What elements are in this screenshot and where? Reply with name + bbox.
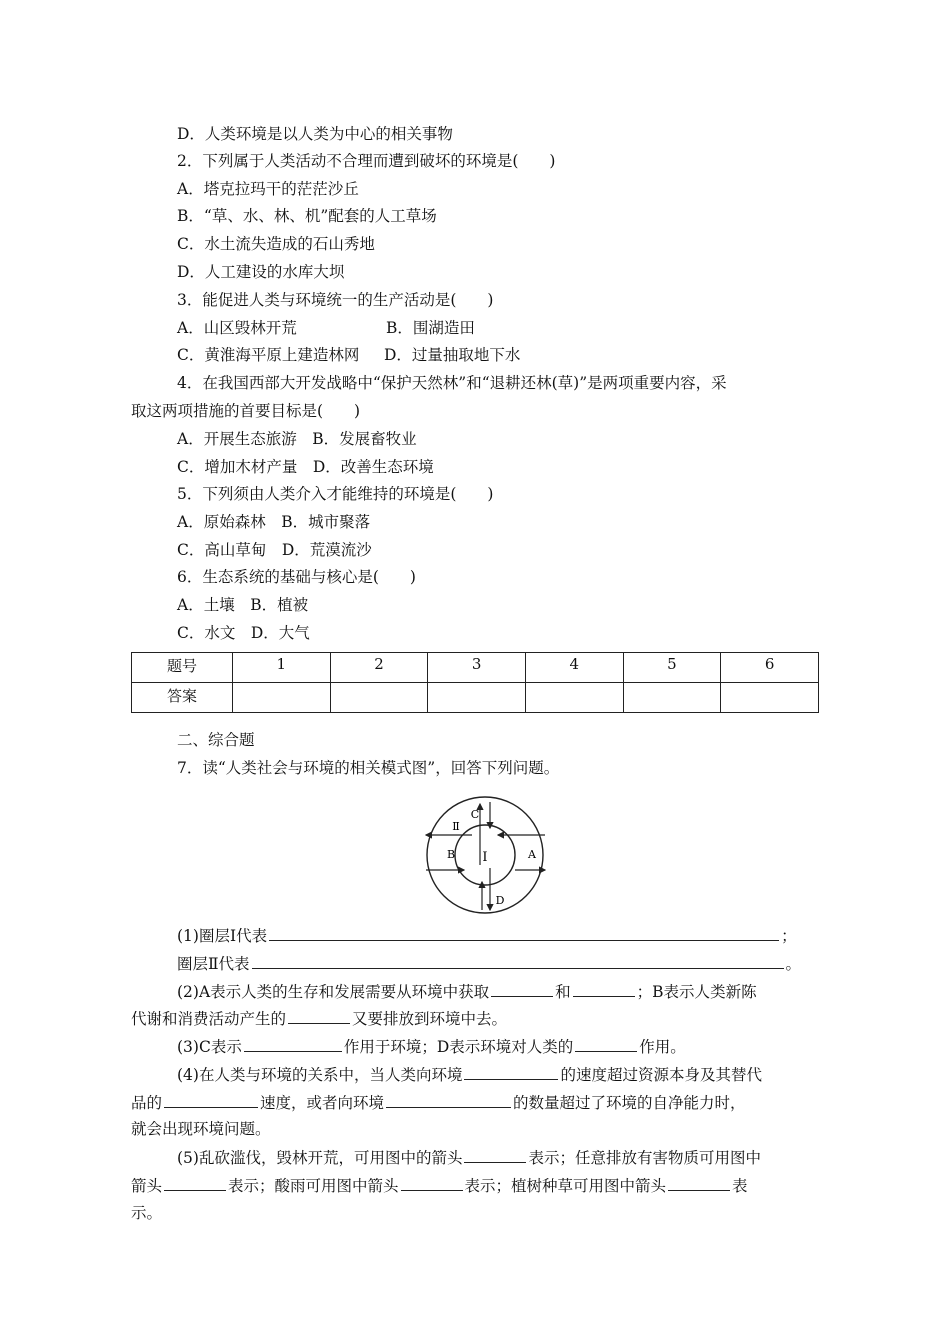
answer-blank[interactable]	[491, 981, 553, 997]
subq1-line1-end: ；	[781, 927, 797, 945]
q4-stem-line1: 4．在我国西部大开发战略中“保护天然林”和“退耕还林(草)”是两项重要内容，采	[177, 374, 727, 392]
label-d: D	[495, 894, 505, 907]
label-a: A	[528, 848, 536, 861]
q3-option-d: D．过量抽取地下水	[384, 346, 521, 364]
subq4-text: 品的	[131, 1094, 163, 1112]
table-cell-number: 5	[623, 653, 721, 683]
human-environment-diagram	[420, 790, 550, 920]
subq3-text: 作用。	[639, 1038, 686, 1056]
subq2-line2	[131, 1008, 507, 1029]
q7-stem: 7．读“人类社会与环境的相关模式图”，回答下列问题。	[177, 759, 560, 777]
table-cell-number: 4	[525, 653, 623, 683]
label-c: C	[470, 808, 480, 821]
answer-blank[interactable]	[288, 1008, 350, 1024]
label-inner: Ⅰ	[482, 850, 488, 865]
answer-blank[interactable]	[386, 1092, 511, 1108]
subq2-text: 和	[555, 983, 571, 1001]
q6-stem: 6．生态系统的基础与核心是( )	[177, 568, 416, 586]
subq1-line2	[177, 953, 801, 974]
q2-option-d: D．人工建设的水库大坝	[177, 263, 345, 281]
q1-option-d: D．人类环境是以人类为中心的相关事物	[177, 125, 453, 143]
answer-blank[interactable]	[575, 1036, 637, 1052]
q6-options-ab: A．土壤 B．植被	[177, 596, 309, 614]
subq1-line2-end: 。	[785, 955, 802, 973]
table-cell-number: 3	[428, 653, 526, 683]
q2-option-c: C．水土流失造成的石山秀地	[177, 235, 375, 253]
table-cell-number: 1	[233, 653, 331, 683]
table-row	[132, 653, 819, 683]
subq5-line2	[131, 1175, 748, 1196]
q5-stem: 5．下列须由人类介入才能维持的环境是( )	[177, 485, 494, 503]
table-cell-number: 2	[330, 653, 428, 683]
answer-blank[interactable]	[668, 1175, 730, 1191]
answer-cell[interactable]	[428, 683, 526, 713]
subq1-line1-prefix: (1)圈层Ⅰ代表	[177, 927, 268, 945]
answer-cell[interactable]	[233, 683, 331, 713]
subq2-text: ；B表示人类新陈	[636, 983, 757, 1001]
q4-options-ab: A．开展生态旅游 B．发展畜牧业	[177, 430, 417, 448]
answer-blank[interactable]	[464, 1147, 526, 1163]
subq4-text: (4)在人类与环境的关系中，当人类向环境	[177, 1066, 463, 1084]
answer-blank[interactable]	[401, 1175, 463, 1191]
q2-option-a: A．塔克拉玛干的茫茫沙丘	[177, 180, 359, 198]
subq2-line1	[177, 981, 757, 1002]
subq5-line3: 示。	[131, 1204, 163, 1222]
answer-blank[interactable]	[244, 1036, 342, 1052]
answer-blank[interactable]	[164, 1175, 226, 1191]
q3-option-a: A．山区毁林开荒	[177, 319, 297, 337]
subq4-text: 速度，或者向环境	[260, 1094, 385, 1112]
q2-option-b: B．“草、水、林、机”配套的人工草场	[177, 207, 437, 225]
answer-table	[131, 652, 819, 713]
subq4-text: 的速度超过资源本身及其替代	[560, 1066, 762, 1084]
subq4-text: 的数量超过了环境的自净能力时，	[513, 1094, 746, 1112]
subq5-text: 箭头	[131, 1177, 163, 1195]
q5-options-ab: A．原始森林 B．城市聚落	[177, 513, 371, 531]
answer-blank[interactable]	[464, 1064, 558, 1080]
subq4-line1	[177, 1064, 762, 1085]
subq3-text: (3)C表示	[177, 1038, 242, 1056]
subq3-line1	[177, 1036, 686, 1057]
label-b: B	[446, 848, 456, 861]
q4-options-cd: C．增加木材产量 D．改善生态环境	[177, 458, 434, 476]
answer-blank[interactable]	[269, 925, 779, 941]
subq2-text: (2)A表示人类的生存和发展需要从环境中获取	[177, 983, 490, 1001]
answer-cell[interactable]	[330, 683, 428, 713]
subq5-text: 表示；植树种草可用图中箭头	[464, 1177, 667, 1195]
subq2-text: 代谢和消费活动产生的	[131, 1010, 287, 1028]
subq5-text: 表示；酸雨可用图中箭头	[228, 1177, 399, 1195]
table-row	[132, 683, 819, 713]
answer-cell[interactable]	[721, 683, 819, 713]
answer-cell[interactable]	[525, 683, 623, 713]
subq1-line1	[177, 925, 797, 946]
table-cell-number: 6	[721, 653, 819, 683]
answer-blank[interactable]	[252, 953, 784, 969]
q4-stem-line2: 取这两项措施的首要目标是( )	[131, 402, 361, 420]
q3-option-b: B．围湖造田	[386, 319, 475, 337]
subq5-line1	[177, 1147, 761, 1168]
q5-options-cd: C．高山草甸 D．荒漠流沙	[177, 541, 372, 559]
q2-stem: 2．下列属于人类活动不合理而遭到破坏的环境是( )	[177, 152, 556, 170]
q6-options-cd: C．水文 D．大气	[177, 624, 310, 642]
section2-title: 二、综合题	[177, 731, 255, 749]
table-header-answer: 答案	[132, 683, 233, 713]
subq5-text: (5)乱砍滥伐，毁林开荒，可用图中的箭头	[177, 1149, 463, 1167]
answer-blank[interactable]	[164, 1092, 258, 1108]
subq5-text: 表示；任意排放有害物质可用图中	[528, 1149, 761, 1167]
q3-stem: 3．能促进人类与环境统一的生产活动是( )	[177, 291, 494, 309]
subq2-text: 又要排放到环境中去。	[352, 1010, 508, 1028]
subq5-text: 表	[732, 1177, 748, 1195]
subq1-line2-prefix: 圈层Ⅱ代表	[177, 955, 250, 973]
subq3-text: 作用于环境；D表示环境对人类的	[343, 1038, 574, 1056]
subq4-line2	[131, 1092, 746, 1113]
subq4-line3: 就会出现环境问题。	[131, 1120, 271, 1138]
answer-cell[interactable]	[623, 683, 721, 713]
table-header-number: 题号	[132, 653, 233, 683]
q3-option-c: C．黄淮海平原上建造林网	[177, 346, 360, 364]
label-outer: Ⅱ	[452, 820, 460, 833]
answer-blank[interactable]	[573, 981, 635, 997]
